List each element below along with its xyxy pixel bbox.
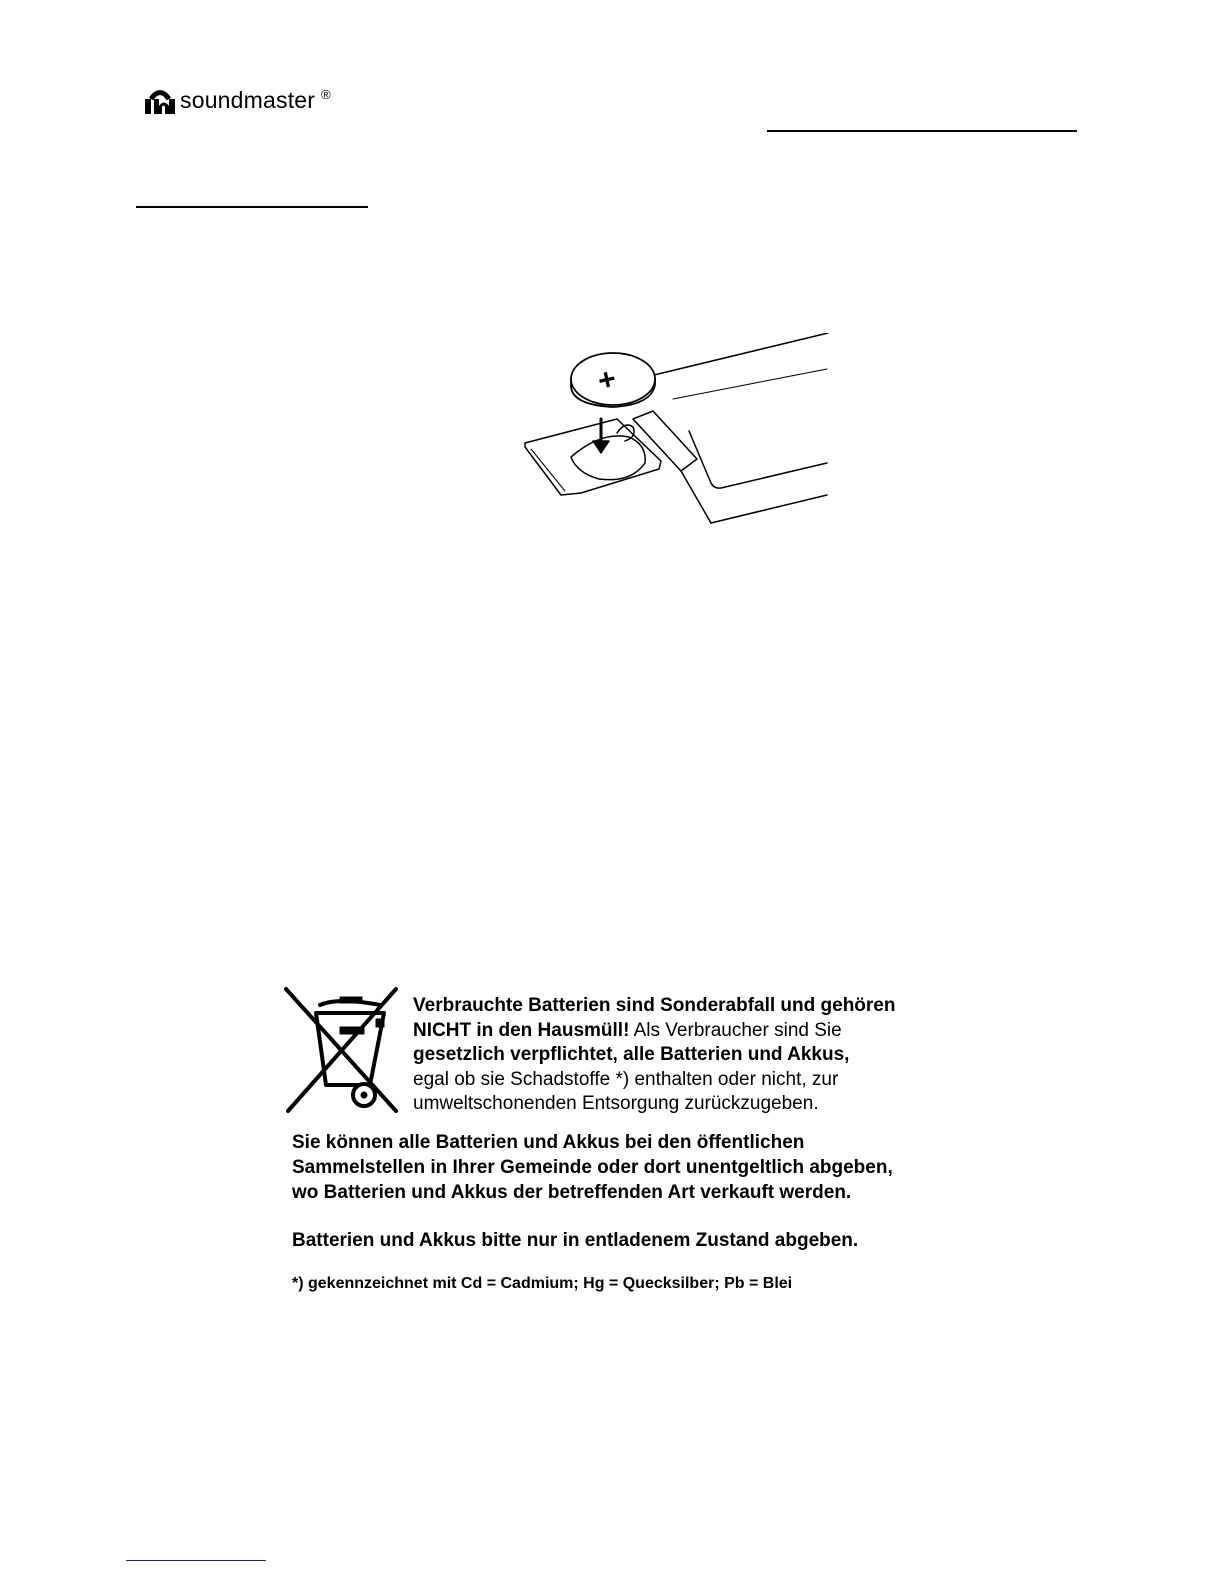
- footnote: *) gekennzeichnet mit Cd = Cadmium; Hg = Quecksilber; Pb = Blei: [292, 1275, 793, 1292]
- registered-mark: ®: [321, 87, 331, 102]
- collection-paragraph: [292, 1130, 972, 1205]
- collection-line-2: Sammelstellen in Ihrer Gemeinde oder dort unentgeltlich abgeben,: [292, 1157, 893, 1178]
- brand-name: soundmaster: [180, 87, 316, 113]
- notice-line-2: [413, 1019, 973, 1044]
- notice-line-5: umweltschonenden Entsorgung zurückzugeben.: [413, 1093, 819, 1115]
- soundmaster-logo-icon: [143, 86, 177, 116]
- notice-line-1: Verbrauchte Batterien sind Sonderabfall und gehören: [413, 995, 896, 1016]
- notice-line-2-bold: NICHT in den Hausmüll!: [413, 1019, 630, 1041]
- notice-line-2-rest: Als Verbraucher sind Sie: [629, 1019, 842, 1041]
- disposal-notice: [413, 994, 973, 1117]
- crossed-out-wheelie-bin-icon: [282, 985, 402, 1113]
- footer-link-line: [126, 1560, 266, 1561]
- brand-logo: [143, 86, 331, 116]
- header-rule: [767, 130, 1077, 132]
- notice-line-3: gesetzlich verpflichtet, alle Batterien und Akkus,: [413, 1044, 850, 1066]
- discharge-note: Batterien und Akkus bitte nur in entladenem Zustand abgeben.: [292, 1230, 859, 1251]
- collection-line-3: wo Batterien und Akkus der betreffenden Art verkauft werden.: [292, 1182, 852, 1203]
- section-rule: [136, 206, 368, 208]
- collection-line-1: Sie können alle Batterien und Akkus bei den öffentlichen: [292, 1132, 805, 1153]
- battery-polarity-label: +: [594, 362, 619, 399]
- notice-line-4: egal ob sie Schadstoffe *) enthalten oder nicht, zur: [413, 1068, 839, 1090]
- battery-insertion-illustration: [521, 333, 841, 525]
